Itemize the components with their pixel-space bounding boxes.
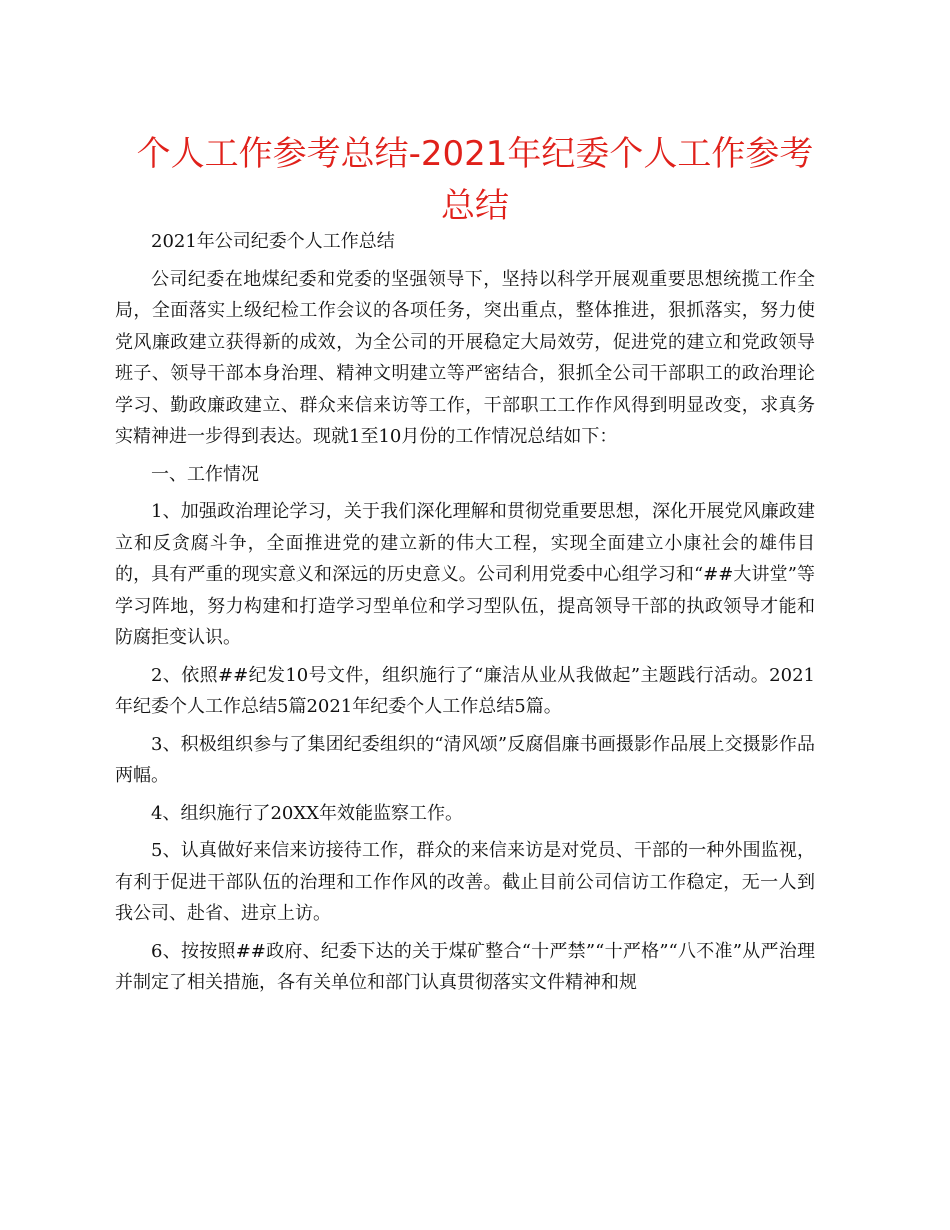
intro-paragraph: 公司纪委在地煤纪委和党委的坚强领导下，坚持以科学开展观重要思想统揽工作全局，全面落实上级纪检工作会议的各项任务，突出重点，整体推进，狠抓落实，努力使党风廉政建立获得新的成效，为全公司的开展稳定大局效劳，促进党的建立和党政领导班子、领导干部本身治理、精神文明建立等严密结合，狠抓全公司干部职工的政治理论学习、勤政廉政建立、群众来信来访等工作，干部职工工作作风得到明显改变，求真务实精神进一步得到表达。现就1至10月份的工作情况总结如下：: [115, 268, 815, 447]
item-paragraph-1: 1、加强政治理论学习，关于我们深化理解和贯彻党重要思想，深化开展党风廉政建立和反贪腐斗争，全面推进党的建立新的伟大工程，实现全面建立小康社会的雄伟目的，具有严重的现实意义和深远的历史意义。公司利用党委中心组学习和“##大讲堂”等学习阵地，努力构建和打造学习型单位和学习型队伍，提高领导干部的执政领导才能和防腐拒变认识。: [115, 501, 815, 648]
subtitle-paragraph: 2021年公司纪委个人工作总结: [151, 231, 395, 252]
section-heading: 一、工作情况: [151, 463, 259, 485]
item-paragraph-6: 6、按按照##政府、纪委下达的关于煤矿整合“十严禁”“十严格”“八不准”从严治理并制定了相关措施，各有关单位和部门认真贯彻落实文件精神和规: [115, 940, 815, 993]
item-paragraph-4: 4、组织施行了20XX年效能监察工作。: [151, 802, 463, 824]
item-paragraph-3: 3、积极组织参与了集团纪委组织的“清风颂”反腐倡廉书画摄影作品展上交摄影作品两幅。: [115, 733, 815, 786]
document-title: 个人工作参考总结-2021年纪委个人工作参考总结: [136, 134, 814, 226]
item-paragraph-5: 5、认真做好来信来访接待工作，群众的来信来访是对党员、干部的一种外围监视，有利于促进干部队伍的治理和工作作风的改善。截止目前公司信访工作稳定，无一人到我公司、赴省、进京上访。: [115, 840, 815, 924]
document-body: [115, 226, 815, 1005]
item-paragraph-2: 2、依照##纪发10号文件，组织施行了“廉洁从业从我做起”主题践行活动。2021年纪委个人工作总结5篇2021年纪委个人工作总结5篇。: [115, 664, 815, 717]
